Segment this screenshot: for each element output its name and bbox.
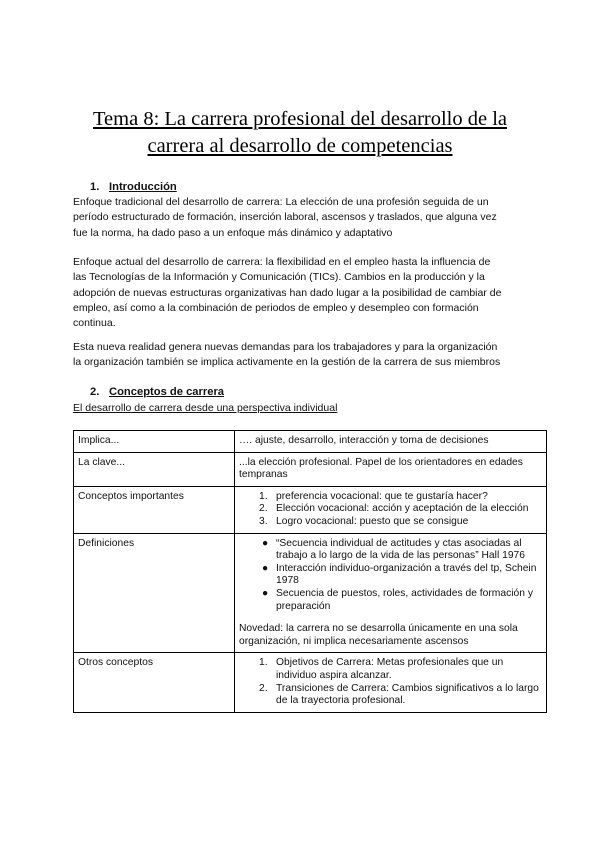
list-number: 2. — [259, 503, 268, 515]
list-item-text: Secuencia de puestos, roles, actividades de formación y preparación — [276, 587, 533, 612]
list-item-text: Interacción individuo-organización a través del tp, Schein 1978 — [276, 562, 537, 587]
row-label: Otros conceptos — [74, 653, 235, 712]
section-2-subheading: El desarrollo de carrera desde una perspectiva individual — [73, 402, 338, 414]
row-value — [235, 653, 547, 712]
section-2-number: 2. — [90, 386, 100, 398]
table-row — [74, 486, 547, 533]
definitions-note: Novedad: la carrera no se desarrolla únicamente en una sola organización, ni implica necesariamente ascensos — [239, 623, 518, 647]
table-row — [74, 653, 547, 712]
text-line: continua. — [73, 317, 116, 330]
text-line: adopción de nuevas estructuras organizativas han dado lugar a la posibilidad de cambiar de — [73, 286, 502, 299]
row-value: …. ajuste, desarrollo, interacción y toma de decisiones — [235, 431, 547, 453]
list-item — [239, 503, 542, 516]
list-item-text: Logro vocacional: puesto que se consigue — [276, 515, 469, 527]
text-line: Enfoque tradicional del desarrollo de carrera: La elección de una profesión seguida de un — [73, 196, 489, 208]
row-label: Definiciones — [74, 533, 235, 653]
numbered-list — [239, 491, 542, 529]
row-label: Conceptos importantes — [74, 486, 235, 533]
intro-paragraph-1 — [73, 195, 528, 241]
bullet-list — [239, 538, 542, 614]
bullet-icon: ● — [262, 537, 269, 549]
section-1-title: Introducción — [109, 181, 177, 193]
career-concepts-table — [73, 430, 547, 713]
list-item — [239, 516, 542, 529]
section-2-heading — [90, 386, 224, 398]
text-line: Esta nueva realidad genera nuevas demandas para los trabajadores y para la organización — [73, 341, 498, 353]
section-1-heading — [90, 181, 177, 193]
row-label: La clave... — [74, 452, 235, 486]
intro-paragraph-3 — [73, 340, 528, 371]
list-item-text: Elección vocacional: acción y aceptación de la elección — [276, 503, 529, 515]
list-item — [239, 588, 542, 613]
list-number: 2. — [259, 682, 268, 694]
list-item-text: “Secuencia individual de actitudes y ctas asociadas al trabajo a lo largo de la vida de las personas” Hall 1976 — [276, 537, 525, 562]
section-2-title: Conceptos de carrera — [109, 386, 225, 398]
list-item — [239, 683, 542, 708]
intro-paragraph-2 — [73, 255, 528, 331]
text-line: período estructurado de formación, inserción laboral, ascensos y traslados, que alguna vez — [73, 211, 497, 224]
list-number: 1. — [259, 490, 268, 502]
numbered-list — [239, 657, 542, 707]
text-line: empleo, así como a la combinación de periodos de empleo y desempleo con formación — [73, 301, 479, 314]
table-row — [74, 431, 547, 453]
list-item — [239, 491, 542, 504]
text-line: fue la norma, ha dado paso a un enfoque más dinámico y adaptativo — [73, 226, 393, 239]
bullet-icon: ● — [262, 562, 269, 574]
document-title — [60, 106, 540, 160]
title-line-1: Tema 8: La carrera profesional del desarrollo de la — [92, 108, 508, 130]
title-line-2: carrera al desarrollo de competencias — [147, 135, 453, 157]
row-value — [235, 533, 547, 653]
text-line: las Tecnologías de la Información y Comunicación (TICs). Cambios en la producción y la — [73, 271, 485, 284]
table-row — [74, 452, 547, 486]
list-number: 3. — [259, 515, 268, 527]
list-number: 1. — [259, 657, 268, 669]
row-value — [235, 486, 547, 533]
list-item-text: Objetivos de Carrera: Metas profesionales que un individuo aspira alcanzar. — [276, 657, 504, 681]
list-item — [239, 563, 542, 588]
section-1-number: 1. — [90, 181, 100, 193]
list-item-text: preferencia vocacional: que te gustaría hacer? — [276, 490, 488, 502]
list-item-text: Transiciones de Carrera: Cambios significativos a lo largo de la trayectoria profesional. — [276, 682, 539, 707]
text-line: la organización también se implica activamente en la gestión de la carrera de sus miembros — [73, 356, 501, 369]
bullet-icon: ● — [262, 587, 269, 599]
row-label: Implica... — [74, 431, 235, 453]
list-item — [239, 538, 542, 563]
text-line: Enfoque actual del desarrollo de carrera: la flexibilidad en el empleo hasta la influencia de — [73, 256, 491, 268]
row-value: ...la elección profesional. Papel de los orientadores en edades tempranas — [235, 452, 547, 486]
table-row — [74, 533, 547, 653]
list-item — [239, 657, 542, 682]
